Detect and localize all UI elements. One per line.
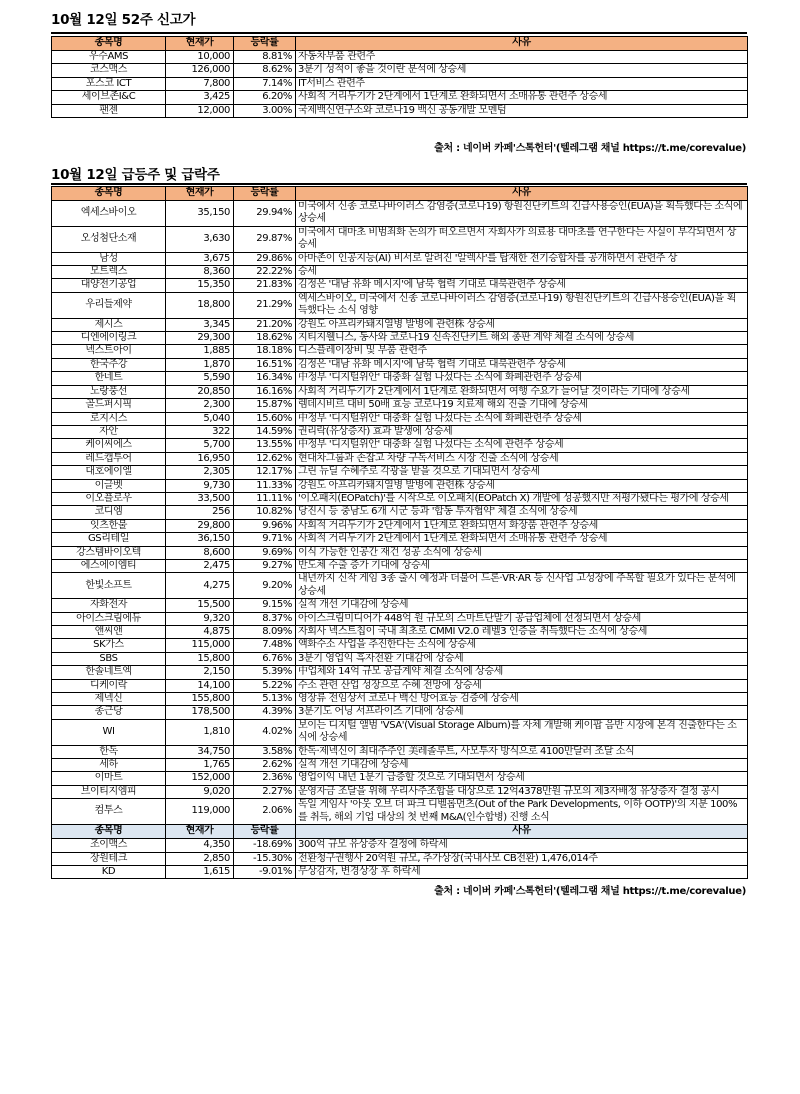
reason-cell: 수소 관련 산업 성장으로 수혜 전망에 상승세 xyxy=(296,679,748,692)
reason-cell: 운영자금 조달을 위해 우리사주조합을 대상으로 12억4378만원 규모의 제3자배정 유상증자 결정 공시 xyxy=(296,785,748,798)
change-rate-cell: 5.39% xyxy=(234,666,296,679)
change-rate-cell: 18.62% xyxy=(234,332,296,345)
col-price-header: 현재가 xyxy=(166,825,234,839)
reason-cell: 반도체 수출 증가 기대에 상승세 xyxy=(296,559,748,572)
price-cell: 4,875 xyxy=(166,626,234,639)
stock-name-cell: KD xyxy=(52,865,166,878)
table-row xyxy=(52,506,748,519)
table-row xyxy=(52,452,748,465)
price-cell: 36,150 xyxy=(166,533,234,546)
table-row xyxy=(52,785,748,798)
change-rate-cell: 14.59% xyxy=(234,425,296,438)
reason-cell: 사회적 거리두기가 2단계에서 1단계로 완화되면서 소매유통 관련주 상승세 xyxy=(296,533,748,546)
reason-cell: 中업체와 14억 규모 공급계약 체결 소식에 상승세 xyxy=(296,666,748,679)
change-rate-cell: 29.87% xyxy=(234,226,296,252)
table-row xyxy=(52,201,748,227)
change-rate-cell: 18.18% xyxy=(234,345,296,358)
stock-name-cell: 에스에이엠티 xyxy=(52,559,166,572)
stock-name-cell: SBS xyxy=(52,652,166,665)
table-row xyxy=(52,693,748,706)
table-row xyxy=(52,519,748,532)
stock-name-cell: 케이씨에스 xyxy=(52,439,166,452)
table-row xyxy=(52,546,748,559)
reason-cell: 강원도 아프리카돼지열병 발병에 관련株 상승세 xyxy=(296,318,748,331)
reason-cell: 한독·제넥신이 최대주주인 美레졸루트, 사모투자 방식으로 4100만달러 조달 소식 xyxy=(296,745,748,758)
price-cell: 9,320 xyxy=(166,612,234,625)
reason-cell: 사회적 거리두기가 2단계에서 1단계로 완화되면서 화장품 관련주 상승세 xyxy=(296,519,748,532)
price-cell: 5,700 xyxy=(166,439,234,452)
change-rate-cell: 5.13% xyxy=(234,693,296,706)
price-cell: 15,350 xyxy=(166,279,234,292)
table-row xyxy=(52,318,748,331)
change-rate-cell: 12.62% xyxy=(234,452,296,465)
stock-name-cell: 한네트 xyxy=(52,372,166,385)
price-cell: 1,870 xyxy=(166,358,234,371)
price-cell: 1,615 xyxy=(166,865,234,878)
reason-cell: 김정은 '대남 유화 메시지'에 남북 협력 기대로 대북관련주 상승세 xyxy=(296,358,748,371)
movers-title-rule xyxy=(51,183,747,185)
change-rate-cell: 6.76% xyxy=(234,652,296,665)
stock-name-cell: 한국주강 xyxy=(52,358,166,371)
change-rate-cell: -9.01% xyxy=(234,865,296,878)
table-row xyxy=(52,719,748,745)
reason-cell: 보이는 디지털 앨범 'VSA'(Visual Storage Album)를 자체 개발해 케이팝 음반 시장에 본격 진출한다는 소식에 상승세 xyxy=(296,719,748,745)
price-cell: 155,800 xyxy=(166,693,234,706)
table-row xyxy=(52,652,748,665)
stock-name-cell: 노랑풍선 xyxy=(52,385,166,398)
change-rate-cell: 7.14% xyxy=(234,77,296,90)
table-row xyxy=(52,839,748,852)
high52-header-row xyxy=(52,37,748,51)
table-row xyxy=(52,492,748,505)
stock-name-cell: 우수AMS xyxy=(52,51,166,64)
change-rate-cell: 16.51% xyxy=(234,358,296,371)
price-cell: 12,000 xyxy=(166,104,234,117)
reason-cell: 아마존이 인공지능(AI) 비서로 알려진 '알렉사'를 탑재한 전기승합차를 공개하면서 관련주 상 xyxy=(296,252,748,265)
change-rate-cell: 15.87% xyxy=(234,399,296,412)
reason-cell: 中정부 '디지털위안' 대중화 실험 나섰다는 소식에 화폐관련주 상승세 xyxy=(296,372,748,385)
table-row xyxy=(52,759,748,772)
price-cell: 4,350 xyxy=(166,839,234,852)
stock-name-cell: 잇츠한불 xyxy=(52,519,166,532)
change-rate-cell: 8.37% xyxy=(234,612,296,625)
price-cell: 1,810 xyxy=(166,719,234,745)
stock-name-cell: 엑세스바이오 xyxy=(52,201,166,227)
col-reason-header: 사유 xyxy=(296,187,748,201)
table-row xyxy=(52,279,748,292)
stock-name-cell: 남성 xyxy=(52,252,166,265)
movers-source: 출처 : 네이버 카페'스톡헌터'(텔레그램 채널 https://t.me/corevalue) xyxy=(434,886,746,897)
col-name-header: 종목명 xyxy=(52,825,166,839)
stock-name-cell: 장원테크 xyxy=(52,852,166,865)
change-rate-cell: 4.02% xyxy=(234,719,296,745)
stock-name-cell: 대호에이엘 xyxy=(52,466,166,479)
table-row xyxy=(52,399,748,412)
stock-name-cell: 한독 xyxy=(52,745,166,758)
reason-cell: 당진시 등 충남도 6개 시군 등과 '합동 투자협약' 체결 소식에 상승세 xyxy=(296,506,748,519)
change-rate-cell: 12.17% xyxy=(234,466,296,479)
col-rate-header: 등락률 xyxy=(234,825,296,839)
price-cell: 178,500 xyxy=(166,706,234,719)
reason-cell: 디스플레이장비 및 부품 관련주 xyxy=(296,345,748,358)
stock-name-cell: 이마트 xyxy=(52,772,166,785)
col-reason-header: 사유 xyxy=(296,37,748,51)
col-price-header: 현재가 xyxy=(166,37,234,51)
price-cell: 2,850 xyxy=(166,852,234,865)
stock-name-cell: 아이스크림에듀 xyxy=(52,612,166,625)
reason-cell: 미국에서 신종 코로나바이러스 감염증(코로나19) 항원진단키트의 긴급사용승인(EUA)을 획득했다는 소식에 상승세 xyxy=(296,201,748,227)
stock-name-cell: 자화전자 xyxy=(52,599,166,612)
price-cell: 9,020 xyxy=(166,785,234,798)
stock-name-cell: 레드캡투어 xyxy=(52,452,166,465)
col-name-header: 종목명 xyxy=(52,37,166,51)
change-rate-cell: 22.22% xyxy=(234,266,296,279)
stock-name-cell: SK가스 xyxy=(52,639,166,652)
table-row xyxy=(52,466,748,479)
change-rate-cell: 9.71% xyxy=(234,533,296,546)
reason-cell: 지티지웰니스, 동사와 코로나19 신속진단키트 해외 총판 계약 체결 소식에 상승세 xyxy=(296,332,748,345)
change-rate-cell: 15.60% xyxy=(234,412,296,425)
reason-cell: 엑세스바이오, 미국에서 신종 코로나바이러스 감염증(코로나19) 항원진단키트의 긴급사용승인(EUA)을 획득했다는 소식 영향 xyxy=(296,292,748,318)
movers-title: 10월 12일 급등주 및 급락주 xyxy=(51,167,220,183)
table-row xyxy=(52,266,748,279)
stock-name-cell: 우리들제약 xyxy=(52,292,166,318)
reason-cell: 자회사 넥스트칩이 국내 최초로 CMMI V2.0 레벨3 인증을 취득했다는 소식에 상승세 xyxy=(296,626,748,639)
reason-cell: 전환청구권행사 20억원 규모, 추가상장(국내사모 CB전환) 1,476,014주 xyxy=(296,852,748,865)
stock-name-cell: 한솔네트엑 xyxy=(52,666,166,679)
reason-cell: 3분기도 어닝 서프라이즈 기대에 상승세 xyxy=(296,706,748,719)
price-cell: 10,000 xyxy=(166,51,234,64)
table-row xyxy=(52,772,748,785)
price-cell: 3,345 xyxy=(166,318,234,331)
table-row xyxy=(52,852,748,865)
price-cell: 9,730 xyxy=(166,479,234,492)
stock-name-cell: 이글벳 xyxy=(52,479,166,492)
high52-body xyxy=(52,51,748,118)
reason-cell: 300억 규모 유상증자 결정에 하락세 xyxy=(296,839,748,852)
price-cell: 3,675 xyxy=(166,252,234,265)
reason-cell: 사회적 거리두기가 2단계에서 1단계로 완화되면서 여행 수요가 늘어날 것이라는 기대에 상승세 xyxy=(296,385,748,398)
stock-name-cell: 세하 xyxy=(52,759,166,772)
price-cell: 2,475 xyxy=(166,559,234,572)
reason-cell: 무상감자, 변경상장 후 하락세 xyxy=(296,865,748,878)
reason-cell: 사회적 거리두기가 2단계에서 1단계로 완화되면서 소매유통 관련주 상승세 xyxy=(296,91,748,104)
reason-cell: 미국에서 대마초 비범죄화 논의가 떠오르면서 자회사가 의료용 대마초를 연구한다는 사실이 부각되면서 상승세 xyxy=(296,226,748,252)
table-row xyxy=(52,706,748,719)
stock-name-cell: 제넥신 xyxy=(52,693,166,706)
price-cell: 2,305 xyxy=(166,466,234,479)
change-rate-cell: 16.34% xyxy=(234,372,296,385)
reason-cell: 승세 xyxy=(296,266,748,279)
price-cell: 20,850 xyxy=(166,385,234,398)
change-rate-cell: 9.20% xyxy=(234,573,296,599)
reason-cell: 김정은 '대남 유화 메시지'에 남북 협력 기대로 대북관련주 상승세 xyxy=(296,279,748,292)
table-row xyxy=(52,292,748,318)
table-row xyxy=(52,559,748,572)
stock-name-cell: 강스템바이오텍 xyxy=(52,546,166,559)
reason-cell: 3분기 성적이 좋을 것이란 분석에 상승세 xyxy=(296,64,748,77)
price-cell: 2,300 xyxy=(166,399,234,412)
reason-cell: 권리락(유상증자) 효과 발생에 상승세 xyxy=(296,425,748,438)
price-cell: 256 xyxy=(166,506,234,519)
stock-name-cell: 조이맥스 xyxy=(52,839,166,852)
stock-name-cell: 제시스 xyxy=(52,318,166,331)
price-cell: 1,765 xyxy=(166,759,234,772)
price-cell: 5,590 xyxy=(166,372,234,385)
reason-cell: 국제백신연구소와 코로나19 백신 공동개발 모멘텀 xyxy=(296,104,748,117)
col-rate-header: 등락률 xyxy=(234,187,296,201)
reason-cell: 中정부 '디지털위안' 대중화 실험 나섰다는 소식에 관련주 상승세 xyxy=(296,439,748,452)
table-row xyxy=(52,479,748,492)
change-rate-cell: 11.33% xyxy=(234,479,296,492)
table-row xyxy=(52,599,748,612)
reason-cell: 실적 개선 기대감에 상승세 xyxy=(296,599,748,612)
stock-name-cell: 오성첨단소재 xyxy=(52,226,166,252)
reason-cell: 내년까지 신작 게임 3종 출시 예정과 더불어 드론·VR·AR 등 신사업 고성장에 주목할 필요가 있다는 분석에 상승세 xyxy=(296,573,748,599)
change-rate-cell: 8.81% xyxy=(234,51,296,64)
reason-cell: 자동차부품 관련주 xyxy=(296,51,748,64)
change-rate-cell: 6.20% xyxy=(234,91,296,104)
stock-name-cell: 대양전기공업 xyxy=(52,279,166,292)
table-row xyxy=(52,332,748,345)
table-row xyxy=(52,226,748,252)
change-rate-cell: 8.62% xyxy=(234,64,296,77)
price-cell: 14,100 xyxy=(166,679,234,692)
col-price-header: 현재가 xyxy=(166,187,234,201)
losers-section xyxy=(52,825,748,839)
change-rate-cell: 3.58% xyxy=(234,745,296,758)
change-rate-cell: 9.96% xyxy=(234,519,296,532)
movers-body xyxy=(52,201,748,825)
price-cell: 29,300 xyxy=(166,332,234,345)
change-rate-cell: 9.15% xyxy=(234,599,296,612)
stock-name-cell: GS리테일 xyxy=(52,533,166,546)
change-rate-cell: 8.09% xyxy=(234,626,296,639)
change-rate-cell: -15.30% xyxy=(234,852,296,865)
table-row xyxy=(52,626,748,639)
reason-cell: 그린 뉴딜 수혜주로 각광을 받을 것으로 기대되면서 상승세 xyxy=(296,466,748,479)
high52-table xyxy=(51,36,748,118)
reason-cell: 독일 게임사 '아웃 오브 더 파크 디벨롭먼츠(Out of the Park Developments, 이하 OOTP)'의 지분 100%를 취득, 해외 기업 대상의 첫 번째 M&A(인수합병) 진행 소식 xyxy=(296,799,748,825)
reason-cell: 실적 개선 기대감에 상승세 xyxy=(296,759,748,772)
reason-cell: IT서비스 관련주 xyxy=(296,77,748,90)
stock-name-cell: 종근당 xyxy=(52,706,166,719)
table-row xyxy=(52,64,748,77)
change-rate-cell: 5.22% xyxy=(234,679,296,692)
reason-cell: 영장류 전임상서 코로나 백신 방어효능 검증에 상승세 xyxy=(296,693,748,706)
reason-cell: 현대차그룹과 손잡고 차량 구독서비스 시장 진출 소식에 상승세 xyxy=(296,452,748,465)
change-rate-cell: 2.36% xyxy=(234,772,296,785)
high52-title: 10월 12일 52주 신고가 xyxy=(51,12,196,28)
stock-name-cell: 넥스트아이 xyxy=(52,345,166,358)
table-row xyxy=(52,104,748,117)
price-cell: 8,360 xyxy=(166,266,234,279)
table-row xyxy=(52,439,748,452)
table-row xyxy=(52,425,748,438)
high52-source: 출처 : 네이버 카페'스톡헌터'(텔레그램 채널 https://t.me/corevalue) xyxy=(434,143,746,154)
col-reason-header: 사유 xyxy=(296,825,748,839)
change-rate-cell: 10.82% xyxy=(234,506,296,519)
table-row xyxy=(52,666,748,679)
price-cell: 18,800 xyxy=(166,292,234,318)
price-cell: 16,950 xyxy=(166,452,234,465)
table-row xyxy=(52,799,748,825)
change-rate-cell: 2.27% xyxy=(234,785,296,798)
stock-name-cell: 포스코 ICT xyxy=(52,77,166,90)
change-rate-cell: -18.69% xyxy=(234,839,296,852)
stock-name-cell: 세이브존I&C xyxy=(52,91,166,104)
table-row xyxy=(52,679,748,692)
reason-cell: 3분기 영업익 흑자전환 기대감에 상승세 xyxy=(296,652,748,665)
table-row xyxy=(52,91,748,104)
table-row xyxy=(52,865,748,878)
table-row xyxy=(52,412,748,425)
movers-table xyxy=(51,186,748,879)
change-rate-cell: 21.20% xyxy=(234,318,296,331)
stock-name-cell: 팬젠 xyxy=(52,104,166,117)
change-rate-cell: 16.16% xyxy=(234,385,296,398)
reason-cell: 액화수소 사업을 추진한다는 소식에 상승세 xyxy=(296,639,748,652)
change-rate-cell: 21.29% xyxy=(234,292,296,318)
change-rate-cell: 13.55% xyxy=(234,439,296,452)
table-row xyxy=(52,745,748,758)
change-rate-cell: 9.69% xyxy=(234,546,296,559)
stock-name-cell: 앤씨앤 xyxy=(52,626,166,639)
price-cell: 7,800 xyxy=(166,77,234,90)
price-cell: 3,425 xyxy=(166,91,234,104)
stock-name-cell: 한빛소프트 xyxy=(52,573,166,599)
stock-name-cell: 모트렉스 xyxy=(52,266,166,279)
reason-cell: 아이스크림미디어가 448억 원 규모의 스마트단말기 공급업체에 선정되면서 상승세 xyxy=(296,612,748,625)
table-row xyxy=(52,358,748,371)
change-rate-cell: 3.00% xyxy=(234,104,296,117)
table-row xyxy=(52,639,748,652)
table-row xyxy=(52,533,748,546)
table-row xyxy=(52,51,748,64)
table-row xyxy=(52,612,748,625)
price-cell: 4,275 xyxy=(166,573,234,599)
stock-name-cell: 코디엠 xyxy=(52,506,166,519)
table-row xyxy=(52,372,748,385)
price-cell: 115,000 xyxy=(166,639,234,652)
table-row xyxy=(52,573,748,599)
reason-cell: 이식 가능한 인공간 재건 성공 소식에 상승세 xyxy=(296,546,748,559)
table-row xyxy=(52,77,748,90)
price-cell: 152,000 xyxy=(166,772,234,785)
price-cell: 15,800 xyxy=(166,652,234,665)
price-cell: 8,600 xyxy=(166,546,234,559)
price-cell: 126,000 xyxy=(166,64,234,77)
change-rate-cell: 7.48% xyxy=(234,639,296,652)
high52-title-rule xyxy=(51,32,747,34)
col-rate-header: 등락률 xyxy=(234,37,296,51)
change-rate-cell: 9.27% xyxy=(234,559,296,572)
stock-name-cell: 골드퍼시픽 xyxy=(52,399,166,412)
change-rate-cell: 29.94% xyxy=(234,201,296,227)
price-cell: 3,630 xyxy=(166,226,234,252)
stock-name-cell: 컴투스 xyxy=(52,799,166,825)
price-cell: 119,000 xyxy=(166,799,234,825)
stock-name-cell: 디엔에이링크 xyxy=(52,332,166,345)
change-rate-cell: 11.11% xyxy=(234,492,296,505)
reason-cell: 영업이익 내년 1분기 급증할 것으로 기대되면서 상승세 xyxy=(296,772,748,785)
price-cell: 1,885 xyxy=(166,345,234,358)
table-row xyxy=(52,385,748,398)
table-row xyxy=(52,345,748,358)
price-cell: 15,500 xyxy=(166,599,234,612)
reason-cell: '이오패치(EOPatch)'를 시작으로 이오패치(EOPatch X) 개발에 성공했지만 저평가됐다는 평가에 상승세 xyxy=(296,492,748,505)
losers-body xyxy=(52,839,748,879)
price-cell: 29,800 xyxy=(166,519,234,532)
reason-cell: 中정부 '디지털위안' 대중화 실험 나섰다는 소식에 화폐관련주 상승세 xyxy=(296,412,748,425)
stock-name-cell: 코스맥스 xyxy=(52,64,166,77)
stock-name-cell: 이오플로우 xyxy=(52,492,166,505)
price-cell: 2,150 xyxy=(166,666,234,679)
stock-name-cell: WI xyxy=(52,719,166,745)
change-rate-cell: 4.39% xyxy=(234,706,296,719)
stock-name-cell: 자안 xyxy=(52,425,166,438)
stock-name-cell: 로지시스 xyxy=(52,412,166,425)
price-cell: 5,040 xyxy=(166,412,234,425)
price-cell: 322 xyxy=(166,425,234,438)
change-rate-cell: 21.83% xyxy=(234,279,296,292)
reason-cell: 렘데시비르 대비 50배 효능 코로나19 치료제 해외 진출 기대에 상승세 xyxy=(296,399,748,412)
col-name-header: 종목명 xyxy=(52,187,166,201)
losers-header-row xyxy=(52,825,748,839)
movers-header-row xyxy=(52,187,748,201)
change-rate-cell: 2.62% xyxy=(234,759,296,772)
reason-cell: 강원도 아프리카돼지열병 발병에 관련株 상승세 xyxy=(296,479,748,492)
price-cell: 34,750 xyxy=(166,745,234,758)
change-rate-cell: 2.06% xyxy=(234,799,296,825)
price-cell: 35,150 xyxy=(166,201,234,227)
stock-name-cell: 브이티지엠피 xyxy=(52,785,166,798)
change-rate-cell: 29.86% xyxy=(234,252,296,265)
table-row xyxy=(52,252,748,265)
price-cell: 33,500 xyxy=(166,492,234,505)
stock-name-cell: 디케이락 xyxy=(52,679,166,692)
